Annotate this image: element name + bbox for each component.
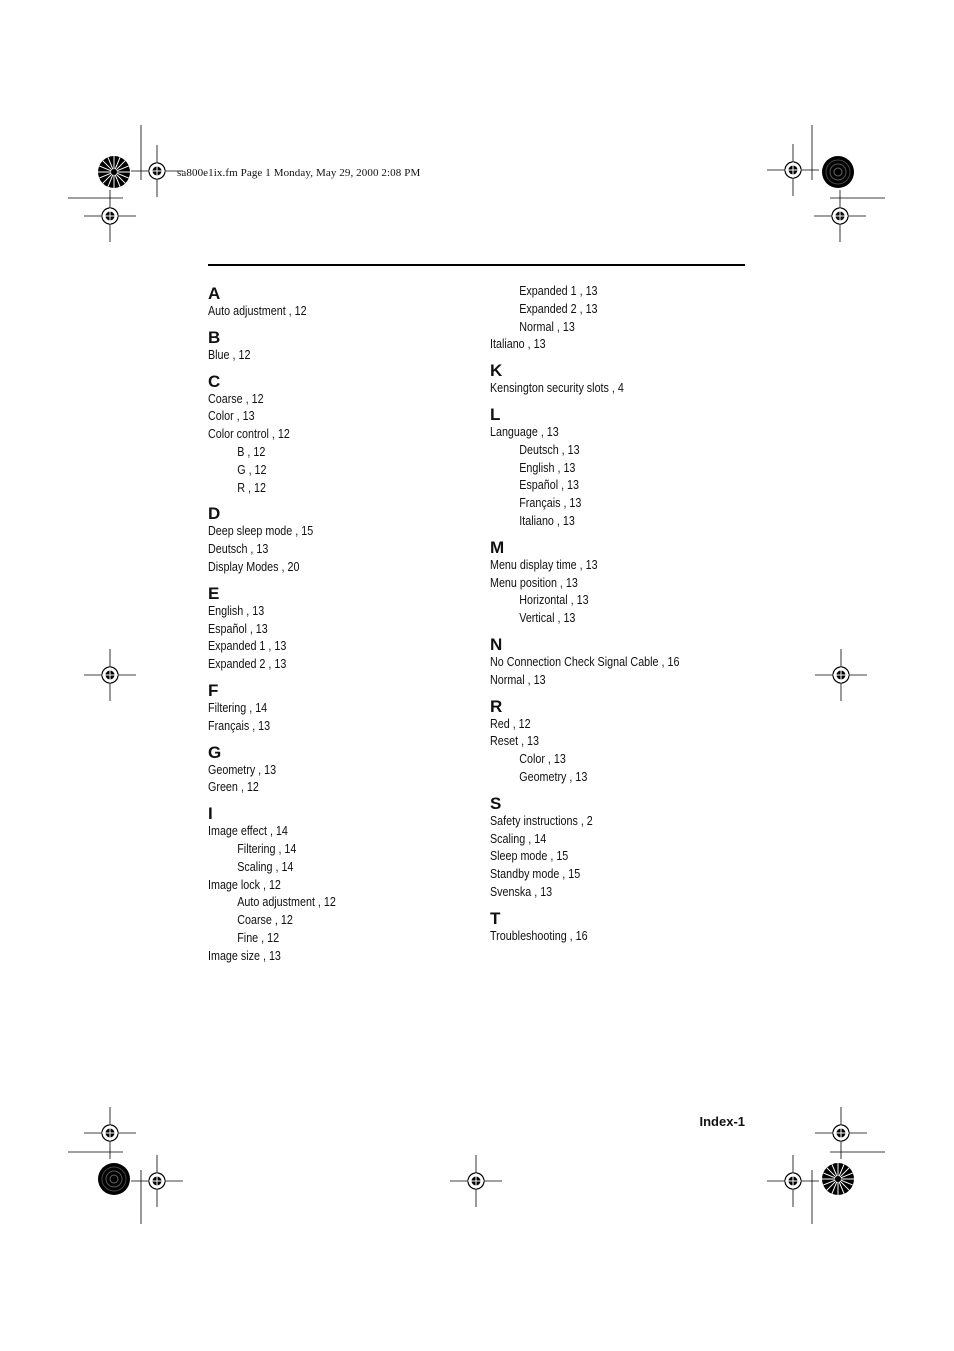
index-entry: Sleep mode , 15 [490, 849, 569, 864]
index-entry: Français , 13 [208, 718, 271, 733]
index-entry: Image effect , 14 [208, 824, 288, 839]
index-entry: Kensington security slots , 4 [490, 381, 624, 396]
index-entry: Display Modes , 20 [208, 559, 300, 574]
index-subentry: Italiano , 13 [519, 513, 575, 528]
index-group [490, 795, 760, 902]
index-subentry: English , 13 [519, 460, 576, 475]
index-subentry: Horizontal , 13 [519, 593, 589, 608]
header-rule [208, 264, 745, 266]
index-group [490, 406, 760, 531]
index-subentry: B , 12 [237, 444, 266, 459]
index-entry: Red , 12 [490, 716, 531, 731]
index-subentry: Color , 13 [519, 752, 566, 767]
index-group [208, 505, 478, 576]
index-entry: Blue , 12 [208, 347, 251, 362]
index-subentry: Filtering , 14 [237, 841, 297, 856]
index-entry: Reset , 13 [490, 734, 540, 749]
index-letter-heading: L [490, 404, 501, 424]
index-group [208, 585, 478, 674]
index-group [208, 682, 478, 736]
index-subentry: Geometry , 13 [519, 769, 588, 784]
index-group [490, 698, 760, 787]
page-number: Index-1 [699, 1114, 745, 1129]
file-slug: sa800e1ix.fm Page 1 Monday, May 29, 2000 2:08 PM [177, 167, 421, 179]
index-entry: Scaling , 14 [490, 831, 547, 846]
index-group [490, 636, 760, 690]
index-group [208, 329, 478, 365]
index-subentry: Español , 13 [519, 478, 580, 493]
index-entry: No Connection Check Signal Cable , 16 [490, 654, 680, 669]
index-entry: Deutsch , 13 [208, 542, 269, 557]
index-letter-heading: N [490, 634, 503, 654]
index-letter-heading: T [490, 908, 501, 928]
index-subentry: Vertical , 13 [519, 611, 576, 626]
index-subentry: Expanded 1 , 13 [519, 284, 598, 298]
index-subentry: G , 12 [237, 462, 267, 477]
index-group [490, 362, 760, 398]
index-entry: Image size , 13 [208, 948, 281, 963]
index-entry: Language , 13 [490, 424, 559, 439]
index-entry: Green , 12 [208, 780, 259, 795]
index-subentry: Normal , 13 [519, 319, 575, 334]
index-letter-heading: M [490, 537, 505, 557]
index-entry: Italiano , 13 [490, 337, 546, 352]
index-entry: Deep sleep mode , 15 [208, 524, 314, 539]
index-entry: Coarse , 12 [208, 391, 264, 406]
index-group [490, 539, 760, 628]
index-entry: Safety instructions , 2 [490, 813, 593, 828]
index-entry: Troubleshooting , 16 [490, 928, 588, 943]
index-entry: Standby mode , 15 [490, 867, 581, 882]
index-group [208, 805, 478, 965]
index-letter-heading: D [208, 504, 221, 524]
index-entry: Normal , 13 [490, 672, 546, 687]
index-group [208, 285, 478, 321]
index-subentry: Deutsch , 13 [519, 442, 580, 457]
index-letter-heading: I [208, 804, 213, 824]
index-letter-heading: C [208, 371, 221, 391]
index-letter-heading: B [208, 327, 221, 347]
index-group [490, 283, 760, 354]
index-subentry: Fine , 12 [237, 930, 280, 945]
index-entry: Image lock , 12 [208, 877, 281, 892]
index-subentry: Scaling , 14 [237, 859, 294, 874]
index-subentry: R , 12 [237, 480, 266, 495]
index-entry: Español , 13 [208, 621, 268, 636]
index-letter-heading: F [208, 680, 219, 700]
index-group [490, 910, 760, 946]
index-subentry: Expanded 2 , 13 [519, 301, 598, 316]
index-subentry: Français , 13 [519, 496, 582, 511]
index-entry: Expanded 2 , 13 [208, 657, 287, 672]
index-column-right [490, 283, 760, 946]
index-group [208, 744, 478, 798]
index-letter-heading: E [208, 583, 220, 603]
index-letter-heading: R [490, 696, 503, 716]
index-entry: English , 13 [208, 603, 265, 618]
index-letter-heading: S [490, 793, 502, 813]
index-entry: Menu position , 13 [490, 575, 578, 590]
index-letter-heading: A [208, 284, 221, 303]
index-entry: Expanded 1 , 13 [208, 639, 287, 654]
index-entry: Geometry , 13 [208, 762, 277, 777]
index-letter-heading: G [208, 742, 222, 762]
index-entry: Color control , 12 [208, 427, 290, 442]
index-group [208, 373, 478, 498]
index-entry: Auto adjustment , 12 [208, 304, 307, 318]
index-subentry: Coarse , 12 [237, 913, 293, 928]
index-entry: Color , 13 [208, 409, 255, 424]
index-entry: Svenska , 13 [490, 884, 553, 899]
index-subentry: Auto adjustment , 12 [237, 895, 336, 910]
index-column-left [208, 283, 478, 966]
index-entry: Filtering , 14 [208, 700, 268, 715]
index-entry: Menu display time , 13 [490, 557, 598, 572]
index-letter-heading: K [490, 361, 503, 381]
